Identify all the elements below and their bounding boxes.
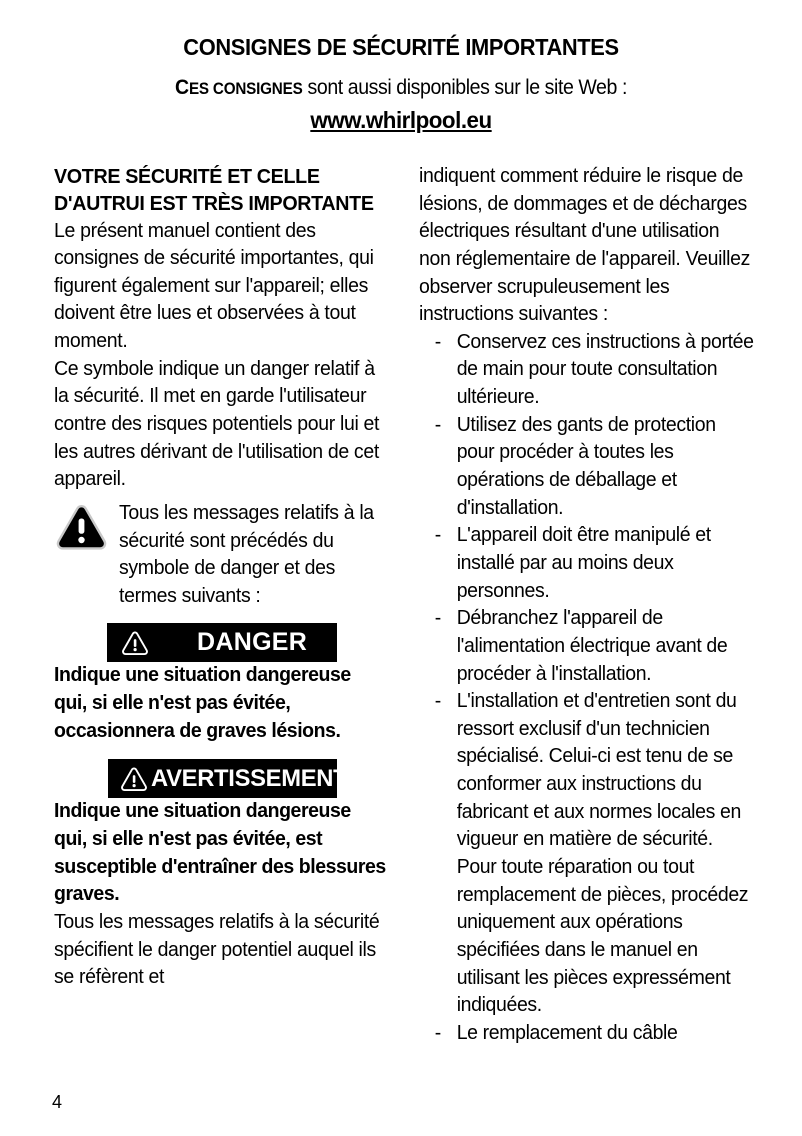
danger-description: Indique une situation dangereuse qui, si elle n'est pas évitée, occasionnera de graves lésions. <box>54 664 351 742</box>
warning-banner <box>108 759 348 798</box>
list-item <box>429 605 756 688</box>
subtitle-smallcaps <box>175 76 303 99</box>
page-number: 4 <box>52 1092 62 1112</box>
list-item <box>429 329 756 412</box>
section-heading-safety: VOTRE SÉCURITÉ ET CELLE D'AUTRUI EST TRÈS IMPORTANTE <box>54 165 374 216</box>
safety-symbol-block <box>54 500 402 611</box>
left-paragraph-1: Le présent manuel contient des consignes de sécurité importantes, qui figurent également sur l'appareil; elles doivent être lues et observées à tout moment. <box>54 219 374 353</box>
list-item <box>429 1020 756 1048</box>
list-item-text: Débranchez l'appareil de l'alimentation électrique avant de procéder à l'installation. <box>456 607 728 685</box>
list-item-text: Le remplacement du câble <box>456 1021 678 1044</box>
dash-marker: - <box>434 524 441 547</box>
warning-triangle-filled-icon <box>56 504 107 550</box>
dash-marker: - <box>434 607 441 630</box>
list-item <box>429 522 756 605</box>
right-column <box>419 163 771 1048</box>
left-paragraph-3: Tous les messages relatifs à la sécurité spécifient le danger potentiel auquel ils se réfèrent et <box>54 910 380 989</box>
warning-description: Indique une situation dangereuse qui, si elle n'est pas évitée, est susceptible d'entraîner des blessures graves. <box>54 800 386 906</box>
list-item-text: Utilisez des gants de protection pour procéder à toutes les opérations de déballage et d'installation. <box>456 413 716 519</box>
warning-banner-label: AVERTISSEMENT <box>151 764 348 792</box>
warning-triangle-outline-icon <box>121 630 149 656</box>
dash-marker: - <box>434 690 441 713</box>
subtitle-smallcaps-first-letter: C <box>175 76 189 100</box>
list-item-text: L'installation et d'entretien sont du ressort exclusif d'un technicien spécialisé. Celui-ci est tenu de se conformer aux instructions du fabricant et aux normes locales en vigueur en matière de sécurité. Pour toute réparation ou tout remplacement de pièces, procédez uniquement aux opérations spécifiées dans le manuel en utilisant les pièces expressément indiquées. <box>456 690 749 1017</box>
left-column <box>54 163 402 992</box>
safety-symbol-paragraph: Tous les messages relatifs à la sécurité sont précédés du symbole de danger et des termes suivants : <box>119 501 374 607</box>
page-title: CONSIGNES DE SÉCURITÉ IMPORTANTES <box>183 34 619 60</box>
left-paragraph-2: Ce symbole indique un danger relatif à la sécurité. Il met en garde l'utilisateur contre des risques potentiels pour lui et les autres dérivant de l'utilisation de cet appareil. <box>54 357 380 491</box>
danger-banner <box>107 623 337 662</box>
subtitle <box>28 76 774 100</box>
subtitle-smallcaps-rest: ES CONSIGNES <box>188 80 303 99</box>
list-item <box>429 688 756 1020</box>
list-item-text: L'appareil doit être manipulé et installé par au moins deux personnes. <box>456 524 711 602</box>
subtitle-rest: sont aussi disponibles sur le site Web : <box>302 76 627 100</box>
list-item-text: Conservez ces instructions à portée de main pour toute consultation ultérieure. <box>456 330 754 409</box>
right-paragraph-1: indiquent comment réduire le risque de lésions, de dommages et de décharges électriques résultant d'une utilisation non réglementaire de l'appareil. Veuillez observer scrupuleusement les instructions suivantes : <box>419 165 751 326</box>
danger-banner-label: DANGER <box>197 628 308 657</box>
website-url[interactable]: www.whirlpool.eu <box>310 107 492 134</box>
warning-triangle-outline-icon <box>120 766 148 792</box>
safety-instructions-list <box>419 329 771 1048</box>
dash-marker: - <box>434 413 441 436</box>
list-item <box>429 412 756 523</box>
dash-marker: - <box>434 330 441 353</box>
dash-marker: - <box>434 1021 441 1044</box>
document-header <box>0 34 802 134</box>
